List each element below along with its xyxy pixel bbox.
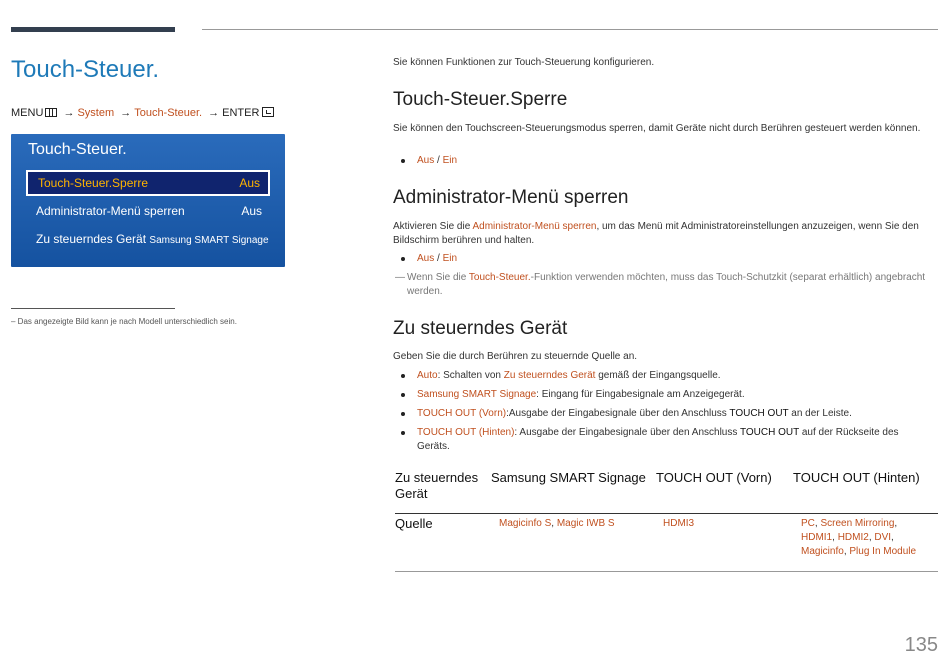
section-note <box>393 271 933 299</box>
highlight-term: Samsung SMART Signage <box>417 389 537 400</box>
enter-icon <box>262 107 274 117</box>
list-item <box>401 369 931 383</box>
list-item <box>401 407 931 421</box>
osd-item-touch-lock[interactable] <box>26 170 270 196</box>
footnote: – Das angezeigte Bild kann je nach Modell unterschiedlich sein. <box>11 317 237 326</box>
highlight-term: Touch-Steuer. <box>468 272 531 283</box>
page-title: Touch-Steuer. <box>11 56 160 83</box>
source-name: Magic IWB S <box>556 518 615 529</box>
osd-item-label-combined <box>36 232 269 246</box>
header-accent-bar <box>11 27 175 32</box>
text-fragment: gemäß der Eingangsquelle. <box>595 370 721 381</box>
text-fragment: an der Leiste. <box>788 408 852 419</box>
separator: , <box>843 546 850 557</box>
text-fragment: :Ausgabe der Eingabesignale über den Anschluss <box>506 408 730 419</box>
highlight-term: Administrator-Menü sperren <box>472 221 597 232</box>
text-fragment: : Schalten von <box>437 370 504 381</box>
footnote-rule <box>11 308 175 309</box>
option-list-item <box>401 154 931 168</box>
option-on: Ein <box>442 155 458 166</box>
separator: , <box>814 518 821 529</box>
osd-item-label: Zu steuerndes Gerät <box>36 232 147 246</box>
breadcrumb-arrow: → <box>208 107 220 119</box>
separator: , <box>868 532 875 543</box>
osd-item-value: Aus <box>241 204 262 218</box>
table-cell <box>499 517 649 531</box>
osd-item-value: Aus <box>239 176 260 190</box>
note-dash-icon: ― <box>395 272 405 283</box>
breadcrumb-enter: ENTER <box>222 107 260 119</box>
breadcrumb-menu: MENU <box>11 107 44 119</box>
breadcrumb-arrow: → <box>63 107 75 119</box>
highlight-term: TOUCH OUT (Vorn) <box>417 408 507 419</box>
source-name: HDMI2 <box>837 532 869 543</box>
source-name: DVI <box>874 532 892 543</box>
osd-item-label: Touch-Steuer.Sperre <box>38 176 149 190</box>
osd-item-label: Administrator-Menü sperren <box>36 204 185 218</box>
source-name: HDMI3 <box>663 518 695 529</box>
section-heading-device-to-control: Zu steuerndes Gerät <box>393 318 568 339</box>
text-fragment: -Funktion verwenden möchten, muss das Touch-Schutzkit (separat erhältlich) angebracht werden. <box>407 272 926 297</box>
text-fragment: Wenn Sie die <box>407 272 469 283</box>
section-heading-touch-lock: Touch-Steuer.Sperre <box>393 89 568 110</box>
text-fragment: : Eingang für Eingabesignale am Anzeigegerät. <box>536 389 745 400</box>
highlight-term: Zu steuerndes Gerät <box>503 370 596 381</box>
table-rule-top <box>395 513 938 514</box>
section-heading-admin-menu-lock: Administrator-Menü sperren <box>393 187 629 208</box>
option-separator: / <box>434 155 443 166</box>
section-text: Sie können den Touchscreen-Steuerungsmodus sperren, damit Geräte nicht durch Berühren gesteuert werden können. <box>393 123 921 134</box>
table-cell: PC, Screen Mirroring, HDMI1, HDMI2, DVI, Magicinfo, Plug In Module <box>801 518 917 557</box>
separator: , <box>551 518 557 529</box>
header-rule <box>202 29 938 30</box>
table-header-cell: TOUCH OUT (Vorn) <box>656 470 772 485</box>
option-off: Aus <box>417 253 435 264</box>
source-name: HDMI1 <box>801 532 833 543</box>
section-text <box>393 220 933 248</box>
intro-text: Sie können Funktionen zur Touch-Steuerung konfigurieren. <box>393 57 655 68</box>
highlight-term: TOUCH OUT (Hinten) <box>417 427 515 438</box>
osd-item-device-to-control[interactable] <box>26 226 270 252</box>
option-list-item <box>401 252 931 266</box>
source-name: Magicinfo <box>801 546 844 557</box>
table-cell <box>663 517 783 531</box>
source-name: Screen Mirroring <box>820 518 895 529</box>
osd-menu-panel <box>11 134 285 267</box>
list-item <box>401 388 931 402</box>
list-item <box>401 426 931 454</box>
text-fragment: auf der Rückseite des Geräts. <box>417 427 899 452</box>
port-name: TOUCH OUT <box>739 427 800 438</box>
table-header-cell: TOUCH OUT (Hinten) <box>793 470 920 485</box>
text-fragment: Aktivieren Sie die <box>393 221 473 232</box>
breadcrumb-system: System <box>77 107 115 119</box>
separator: , <box>832 532 838 543</box>
breadcrumb-arrow: → <box>120 107 132 119</box>
osd-item-value: Samsung SMART Signage <box>149 235 269 246</box>
breadcrumb <box>11 107 274 119</box>
osd-item-admin-menu-lock[interactable] <box>26 198 270 224</box>
table-rule-bottom <box>395 571 938 572</box>
table-header-cell: Zu steuerndes Gerät <box>395 470 479 501</box>
source-name: PC <box>801 518 815 529</box>
table-header-cell: Samsung SMART Signage <box>491 470 646 485</box>
port-name: TOUCH OUT <box>729 408 789 419</box>
page-number: 135 <box>904 634 938 656</box>
osd-title: Touch-Steuer. <box>28 141 127 158</box>
highlight-term: Auto <box>417 370 438 381</box>
option-off: Aus <box>417 155 435 166</box>
source-name: Plug In Module <box>849 546 917 557</box>
option-on: Ein <box>442 253 458 264</box>
table-row-header: Quelle <box>395 516 433 531</box>
text-fragment: : Ausgabe der Eingabesignale über den Anschluss <box>514 427 740 438</box>
source-name: Magicinfo S <box>499 518 552 529</box>
menu-icon <box>45 108 57 117</box>
option-separator: / <box>434 253 443 264</box>
section-text: Geben Sie die durch Berühren zu steuernde Quelle an. <box>393 351 638 362</box>
breadcrumb-touch: Touch-Steuer. <box>134 107 203 119</box>
text-fragment: , um das Menü mit Administratoreinstellungen anzuzeigen, wenn Sie den Bildschirm berühren und halten. <box>393 221 919 246</box>
